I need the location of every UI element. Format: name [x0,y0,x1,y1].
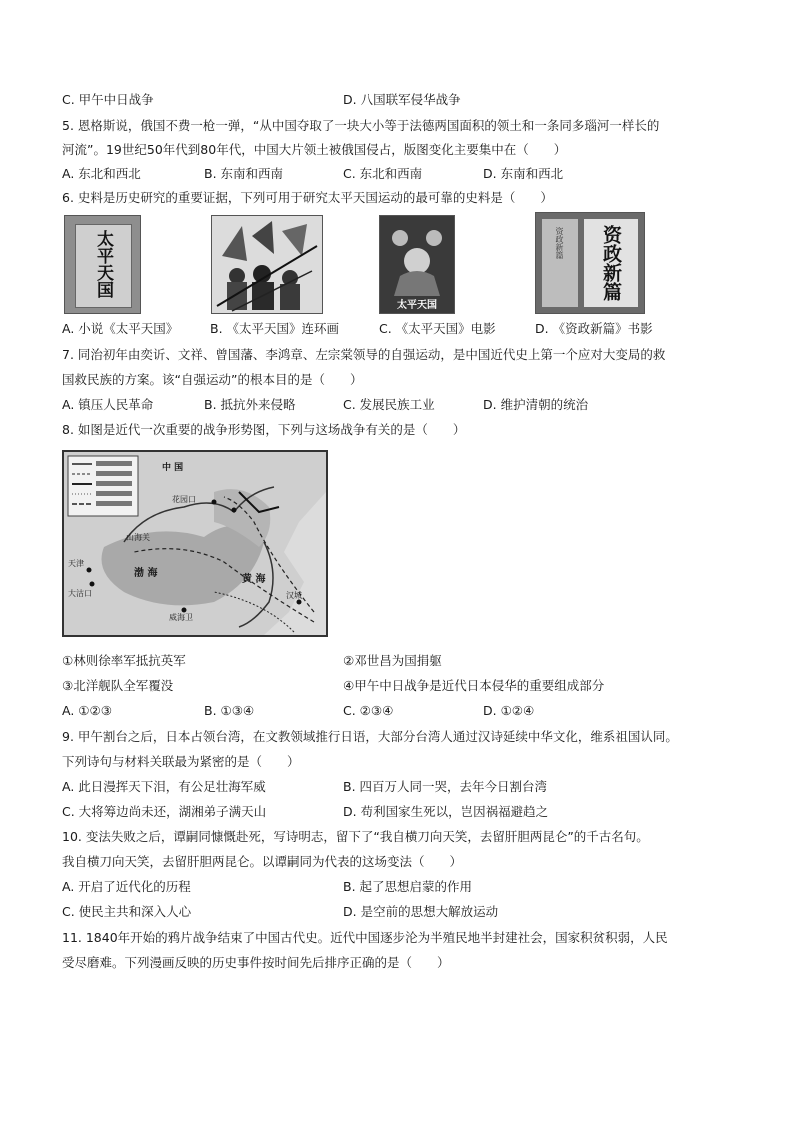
q8-item-3: ③北洋舰队全军覆没 [62,678,174,693]
q7-option-c: C. 发展民族工业 [343,397,435,412]
q6-image-c-title: 太平天国 [397,300,437,311]
map-label-weihaiwei: 威海卫 [169,613,193,622]
map-label-hancheng: 汉城 [286,591,302,600]
q11-stem-line-1: 11. 1840年开始的鸦片战争结束了中国古代史。近代中国逐步沦为半殖民地半封建社会，国家积贫积弱，人民 [62,930,668,945]
q6-image-comic [211,215,323,314]
q6-image-d-title: 资政新篇 [600,225,622,301]
q9-stem-line-2: 下列诗句与材料关联最为紧密的是（ ） [62,754,300,769]
q11-stem-line-2: 受尽磨难。下列漫画反映的历史事件按时间先后排序正确的是（ ） [62,955,450,970]
map-label-huayuankou: 花园口 [172,495,196,504]
q5-stem-line-1: 5. 恩格斯说，俄国不费一枪一弹，“从中国夺取了一块大小等于法德两国面积的领土和一条同多瑙河一样长的 [62,118,660,133]
q8-option-b: B. ①③④ [204,703,255,718]
q8-option-c: C. ②③④ [343,703,394,718]
q9-stem-line-1: 9. 甲午割台之后，日本占领台湾，在文教领域推行日语，大部分台湾人通过汉诗延续中华文化，维系祖国认同。 [62,729,678,744]
q4-option-c: C. 甲午中日战争 [62,92,154,107]
q10-stem-line-2: 我自横刀向天笑，去留肝胆两昆仑。以谭嗣同为代表的这场变法（ ） [62,854,463,869]
q7-stem-line-1: 7. 同治初年由奕䜣、文祥、曾国藩、李鸿章、左宗棠领导的自强运动，是中国近代史上第一个应对大变局的救 [62,347,666,362]
q9-option-c: C. 大将筹边尚未还，湖湘弟子满天山 [62,804,267,819]
q6-option-a: A. 小说《太平天国》 [62,321,179,336]
q7-option-a: A. 镇压人民革命 [62,397,154,412]
q6-image-book-photo [535,212,645,314]
q8-war-map [62,450,328,637]
q8-option-a: A. ①②③ [62,703,112,718]
map-label-huanghai: 黄 海 [242,574,266,585]
q5-option-b: B. 东南和西南 [204,166,284,181]
q5-stem-line-2: 河流”。19世纪50年代到80年代，中国大片领土被俄国侵占，版图变化主要集中在（ ） [62,142,567,157]
q9-option-b: B. 四百万人同一哭，去年今日割台湾 [343,779,548,794]
q6-stem: 6. 史料是历史研究的重要证据，下列可用于研究太平天国运动的最可靠的史料是（ ） [62,190,553,205]
q10-option-d: D. 是空前的思想大解放运动 [343,904,499,919]
q6-option-c: C. 《太平天国》电影 [379,321,496,336]
q8-item-4: ④甲午中日战争是近代日本侵华的重要组成部分 [343,678,605,693]
map-label-tianjin: 天津 [68,559,84,568]
q6-option-d: D. 《资政新篇》书影 [535,321,653,336]
q6-image-novel-cover [64,215,141,314]
q8-item-2: ②邓世昌为国捐躯 [343,653,442,668]
q4-option-d: D. 八国联军侵华战争 [343,92,461,107]
q8-option-d: D. ①②④ [483,703,535,718]
q10-option-b: B. 起了思想启蒙的作用 [343,879,473,894]
q6-image-a-title: 太平天国 [93,230,113,298]
q9-option-a: A. 此日漫挥天下泪，有公足壮海军威 [62,779,266,794]
map-label-shanhaiguan: 山海关 [126,533,150,542]
map-label-china: 中 国 [162,463,184,473]
q6-image-d-small: 资政新篇 [555,227,564,259]
q7-option-d: D. 维护清朝的统治 [483,397,589,412]
map-graphic [64,452,326,635]
map-label-bohai: 渤 海 [134,568,158,579]
q5-option-c: C. 东北和西南 [343,166,423,181]
q5-option-a: A. 东北和西北 [62,166,141,181]
q8-item-1: ①林则徐率军抵抗英军 [62,653,186,668]
q10-stem-line-1: 10. 变法失败之后，谭嗣同慷慨赴死，写诗明志，留下了“我自横刀向天笑，去留肝胆两昆仑”的千古名句。 [62,829,649,844]
q9-option-d: D. 苟利国家生死以，岂因祸福避趋之 [343,804,549,819]
q7-stem-line-2: 国救民族的方案。该“自强运动”的根本目的是（ ） [62,372,363,387]
comic-scene-graphic [212,216,322,313]
q5-option-d: D. 东南和西北 [483,166,564,181]
q6-image-film-poster [379,215,455,314]
q8-stem: 8. 如图是近代一次重要的战争形势图，下列与这场战争有关的是（ ） [62,422,466,437]
q10-option-c: C. 使民主共和深入人心 [62,904,192,919]
q7-option-b: B. 抵抗外来侵略 [204,397,296,412]
q6-option-b: B. 《太平天国》连环画 [210,321,340,336]
q10-option-a: A. 开启了近代化的历程 [62,879,191,894]
map-label-dagukou: 大沽口 [68,589,92,598]
